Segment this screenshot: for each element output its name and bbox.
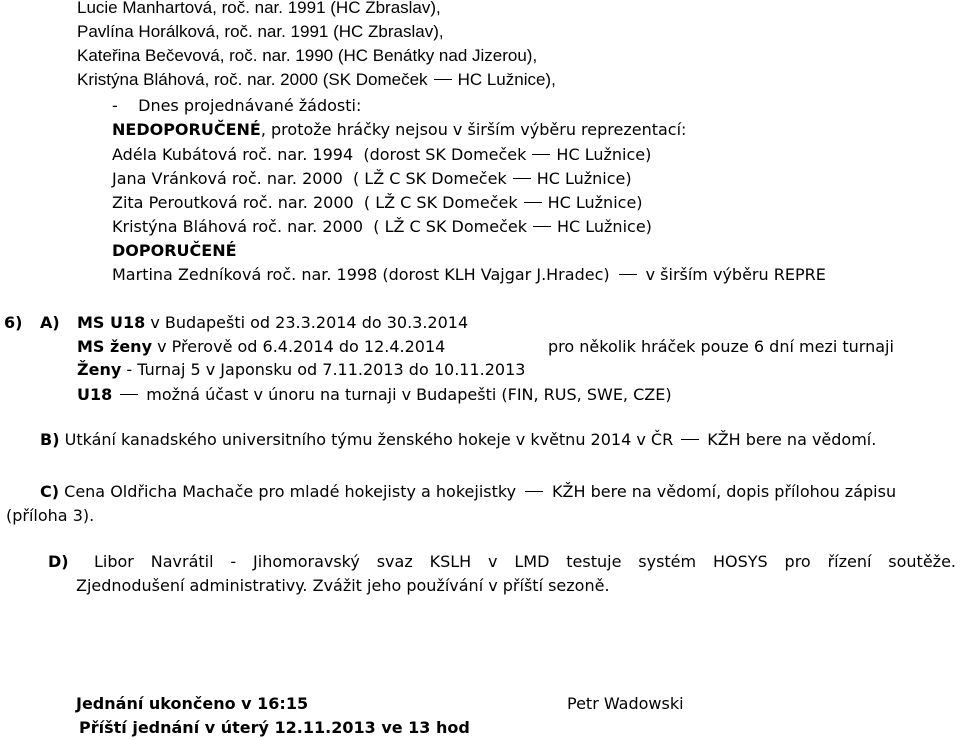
player-line — [112, 193, 643, 213]
player-info: Kristýna Bláhová roč. nar. 2000 ( LŽ C SK Domeček — [112, 217, 527, 236]
player-info: Jana Vránková roč. nar. 2000 ( LŽ C SK Domeček — [112, 169, 507, 188]
event-details: v Budapešti od 23.3.2014 do 30.3.2014 — [145, 313, 469, 332]
player-club: HC Lužnice) — [536, 169, 632, 188]
event-name: Ženy — [77, 360, 122, 379]
item-d-line-2: Zjednodušení administrativy. Zvážit jeho používání v příští sezoně. — [76, 576, 610, 595]
player-info: Zita Peroutková roč. nar. 2000 ( LŽ C SK Domeček — [112, 193, 518, 212]
dash-separator — [525, 491, 543, 492]
item-c-attachment: (příloha 3). — [6, 506, 95, 525]
not-recommended-line — [112, 120, 686, 140]
player-club: HC Lužnice) — [556, 145, 652, 164]
item-letter: B) — [40, 430, 60, 449]
item-letter: D) — [48, 552, 69, 571]
intro-line-2: Pavlína Horálková, roč. nar. 1991 (HC Zbraslav), — [77, 22, 444, 41]
intro-line-3: Kateřina Bečevová, roč. nar. 1990 (HC Benátky nad Jizerou), — [77, 46, 538, 65]
recommended-player-line — [112, 265, 826, 285]
player-status: v širším výběru REPRE — [645, 265, 826, 284]
item-text: Cena Oldřicha Machače pro mladé hokejisty a hokejistky — [59, 482, 517, 501]
recommended-label: DOPORUČENÉ — [112, 241, 237, 260]
item-b-line — [40, 430, 876, 450]
player-info: Martina Zedníková roč. nar. 1998 (dorost KLH Vajgar J.Hradec) — [112, 265, 610, 284]
item-text: KŽH bere na vědomí. — [707, 430, 877, 449]
player-club: HC Lužnice) — [547, 193, 643, 212]
item-d-line-1: Libor Navrátil - Jihomoravský svaz KSLH v LMD testuje systém HOSYS pro řízení soutěže. — [94, 552, 956, 571]
player-info: Adéla Kubátová roč. nar. 1994 (dorost SK Domeček — [112, 145, 527, 164]
dash-separator — [524, 202, 542, 203]
player-line — [112, 145, 651, 165]
not-recommended-reason: , protože hráčky nejsou v širším výběru reprezentací: — [260, 120, 687, 139]
event-name: U18 — [77, 385, 113, 404]
pending-requests-heading: - Dnes projednávané žádosti: — [112, 96, 362, 115]
dash-separator — [532, 154, 550, 155]
item-letter: C) — [40, 482, 60, 501]
player-line — [112, 217, 652, 237]
intro-line-4 — [77, 70, 556, 90]
intro-line-1: Lucie Manhartová, roč. nar. 1991 (HC Zbraslav), — [77, 0, 441, 17]
intro-line-4-part-b: HC Lužnice), — [457, 70, 556, 89]
event-details: - Turnaj 5 v Japonsku od 7.11.2013 do 10.11.2013 — [121, 360, 526, 379]
event-name: MS ženy — [77, 337, 152, 356]
item-number: 6) — [4, 313, 23, 332]
women-tournament-line — [77, 360, 525, 380]
dash-separator — [681, 439, 699, 440]
ms-women-note: pro několik hráček pouze 6 dní mezi turnaji — [548, 337, 894, 356]
event-details: možná účast v únoru na turnaji v Budapešti (FIN, RUS, SWE, CZE) — [146, 385, 672, 404]
next-meeting: Příští jednání v úterý 12.11.2013 ve 13 hod — [79, 718, 470, 737]
event-details: v Přerově od 6.4.2014 do 12.4.2014 — [152, 337, 446, 356]
dash-separator — [533, 226, 551, 227]
item-c-line — [40, 482, 896, 502]
ms-u18-line — [77, 313, 468, 333]
item-text: KŽH bere na vědomí, dopis přílohou zápisu — [552, 482, 897, 501]
dash-separator — [120, 394, 138, 395]
dash-separator — [619, 274, 637, 275]
player-line — [112, 169, 632, 189]
item-text: Utkání kanadského universitního týmu ženského hokeje v květnu 2014 v ČR — [59, 430, 674, 449]
dash-separator — [513, 178, 531, 179]
player-club: HC Lužnice) — [556, 217, 652, 236]
meeting-ended: Jednání ukončeno v 16:15 — [76, 694, 309, 713]
item-letter: A) — [40, 313, 60, 332]
intro-line-4-part-a: Kristýna Bláhová, roč. nar. 2000 (SK Domeček — [77, 70, 428, 89]
event-name: MS U18 — [77, 313, 146, 332]
dash-separator — [434, 79, 452, 80]
not-recommended-label: NEDOPORUČENÉ — [112, 120, 261, 139]
signature: Petr Wadowski — [567, 694, 684, 713]
ms-women-line — [77, 337, 445, 357]
u18-line — [77, 385, 672, 405]
